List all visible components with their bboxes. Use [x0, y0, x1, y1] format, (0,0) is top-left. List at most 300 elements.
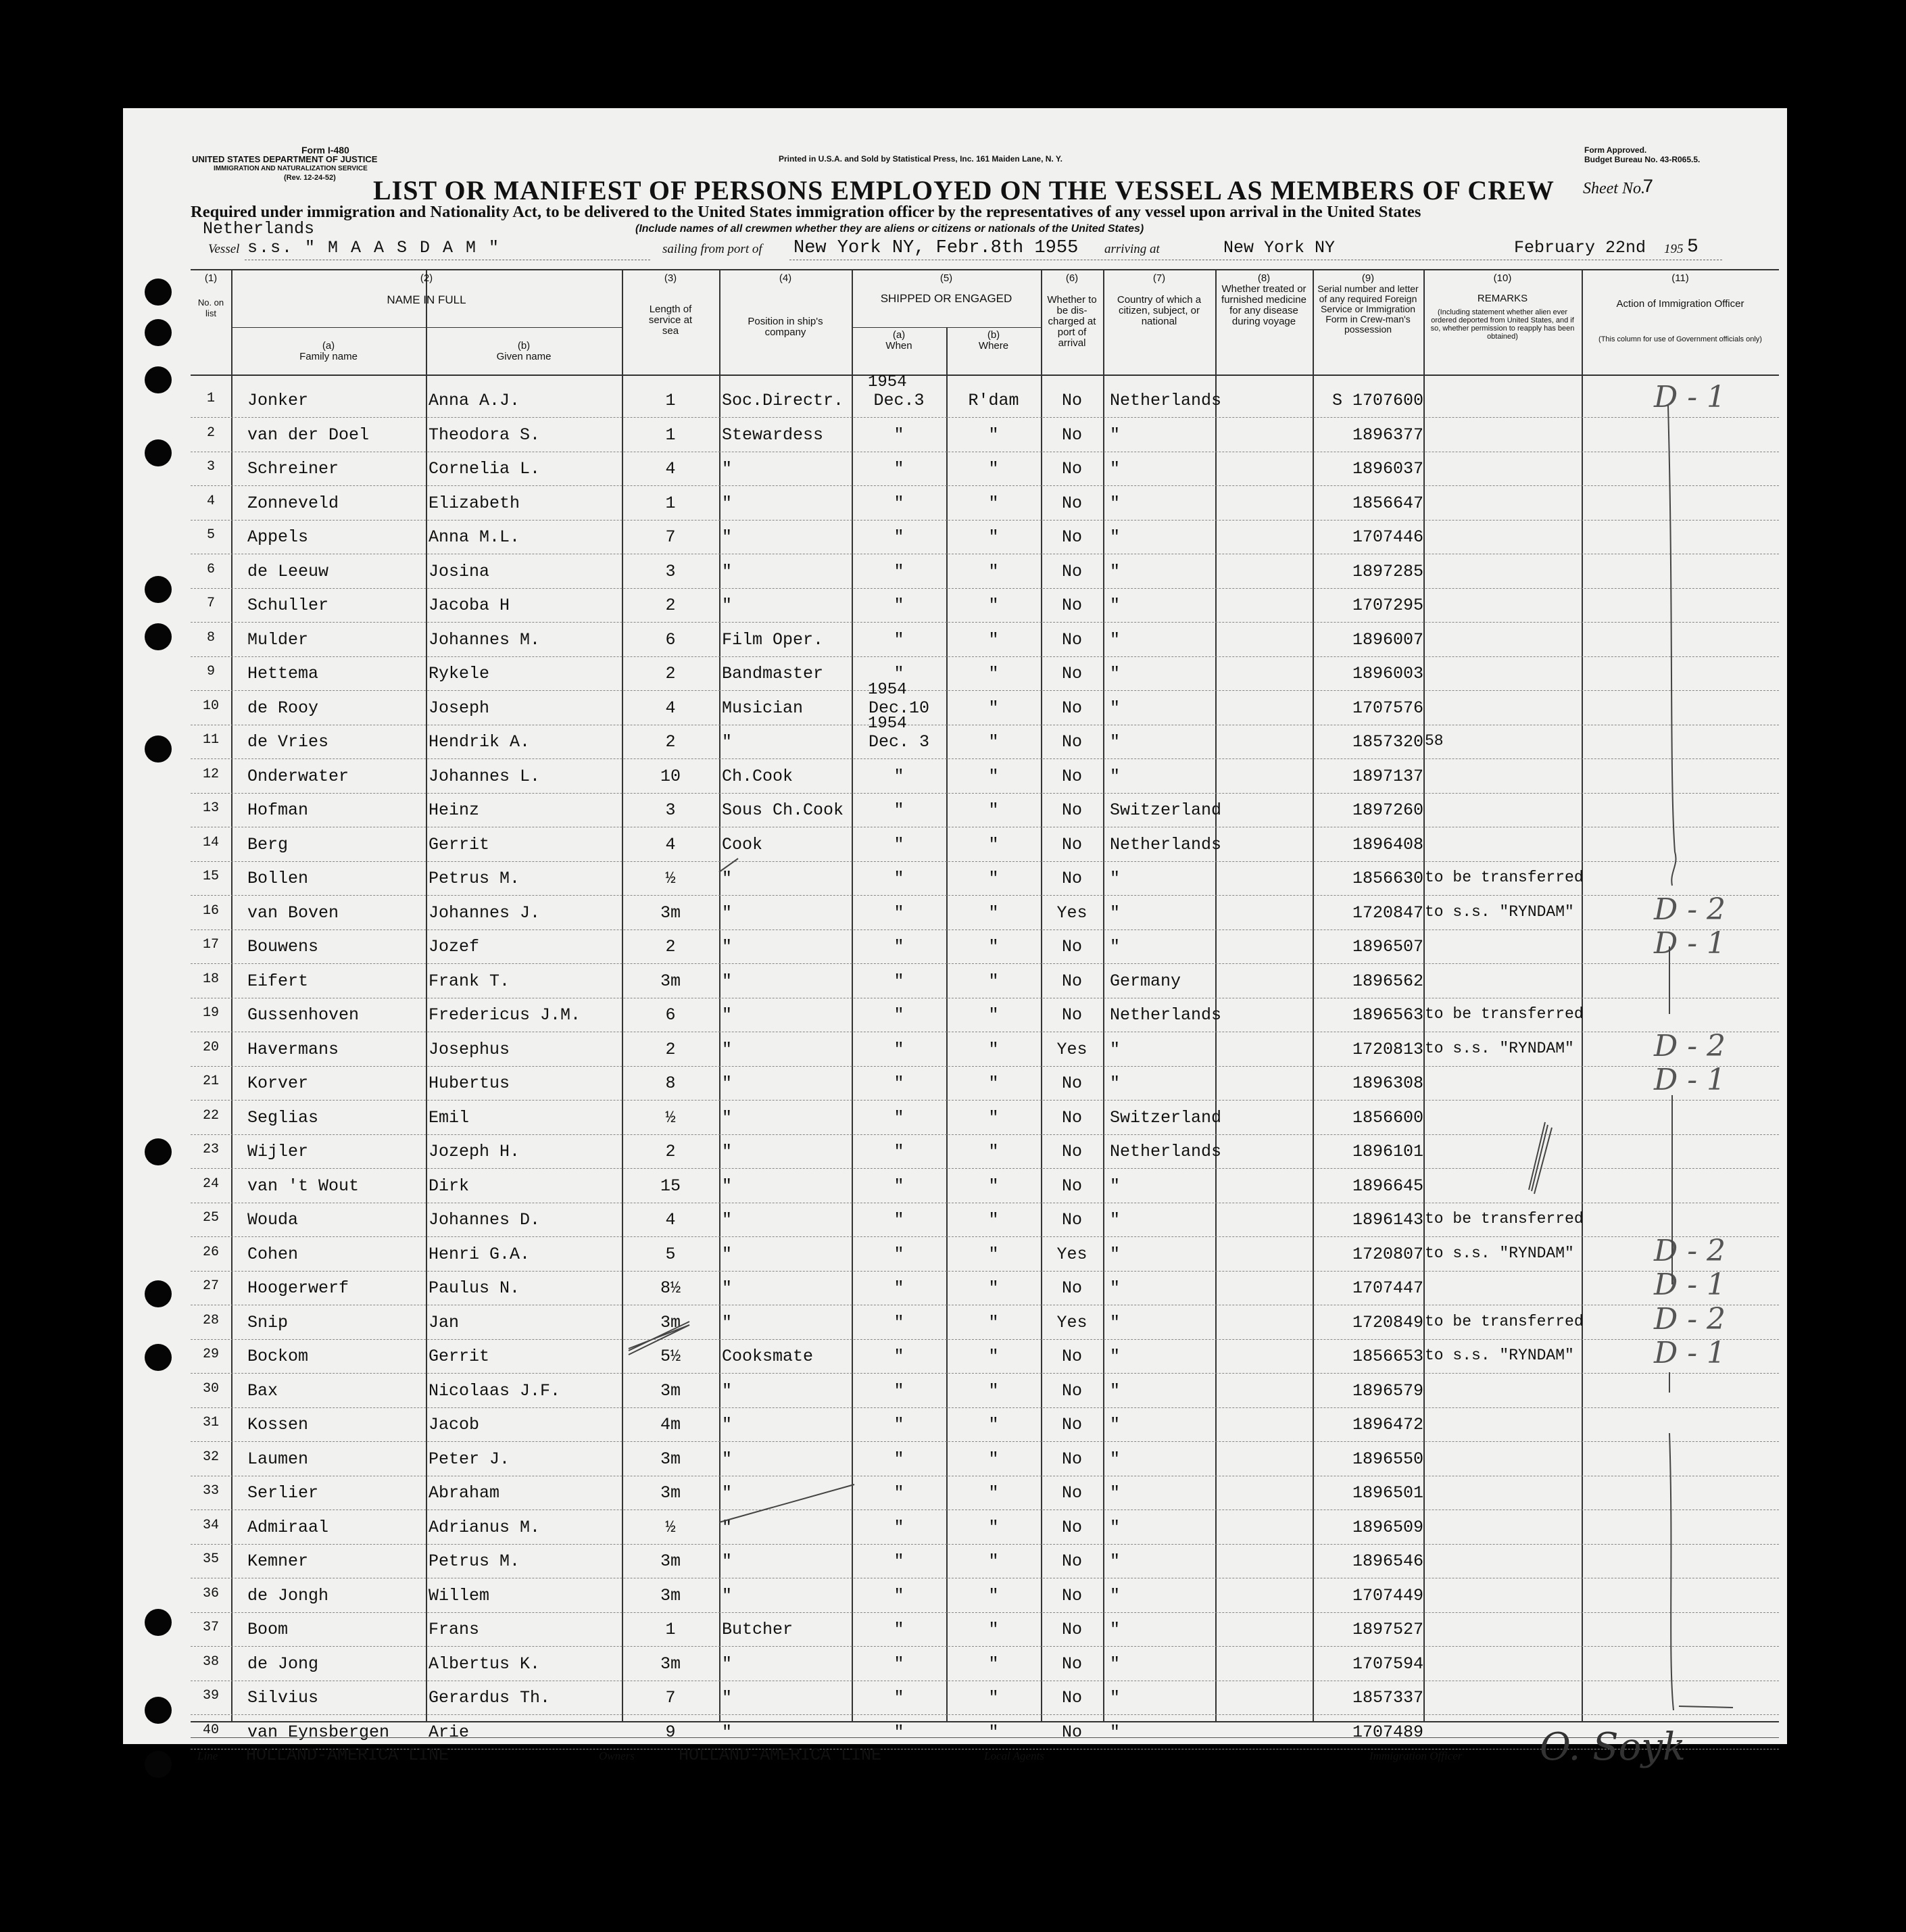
- sheet-label: Sheet No.: [1583, 180, 1645, 197]
- cell-given: Adrianus M.: [429, 1517, 541, 1537]
- cell-given: Henri G.A.: [429, 1244, 531, 1264]
- cell-country: ": [1110, 869, 1121, 888]
- cell-length: ½: [665, 869, 676, 888]
- department-name: UNITED STATES DEPARTMENT OF JUSTICE: [192, 154, 378, 164]
- cell-position: ": [722, 1483, 733, 1503]
- cell-action: D - 1: [1653, 1267, 1726, 1302]
- cell-serial: 1897260: [1352, 800, 1423, 820]
- cell-where: ": [988, 902, 999, 923]
- cell-no: 21: [202, 1073, 219, 1089]
- cell-where: ": [988, 1039, 999, 1059]
- cell-position: ": [722, 527, 733, 547]
- cell-given: Anna A.J.: [429, 391, 520, 410]
- cell-family: Snip: [247, 1312, 289, 1332]
- cell-no: 19: [202, 1005, 219, 1021]
- cell-length: 2: [665, 937, 676, 957]
- cell-serial: 1897137: [1352, 766, 1423, 786]
- cell-length: 7: [665, 1688, 676, 1708]
- cell-serial: 1707594: [1352, 1653, 1423, 1674]
- cell-serial: 1720813: [1352, 1039, 1423, 1059]
- cell-when: Dec.10: [868, 698, 929, 718]
- cell-serial: 1896003: [1352, 664, 1423, 683]
- cell-length: 6: [665, 1005, 676, 1025]
- cell-action: D - 1: [1653, 926, 1726, 961]
- cell-when: ": [894, 1176, 904, 1196]
- cell-disch: Yes: [1056, 1039, 1088, 1059]
- cell-where: ": [988, 937, 999, 957]
- cell-when: Dec. 3: [868, 732, 929, 752]
- cell-country: ": [1110, 1653, 1121, 1674]
- table-row: [191, 373, 1779, 418]
- cell-country: ": [1110, 596, 1121, 615]
- cell-no: 29: [202, 1347, 219, 1362]
- cell-country: Netherlands: [1110, 834, 1222, 854]
- cell-no: 5: [206, 527, 215, 543]
- cell-when: ": [894, 766, 904, 786]
- cell-no: 40: [202, 1722, 219, 1738]
- cell-length: 8: [665, 1073, 676, 1093]
- cell-length: 8½: [660, 1278, 681, 1298]
- table-row: [191, 623, 1779, 657]
- cell-remarks: to be transferred: [1425, 1005, 1584, 1023]
- col-given-name: Given name: [496, 351, 552, 362]
- cell-where: ": [988, 1107, 999, 1128]
- cell-where: ": [988, 971, 999, 991]
- cell-when: ": [894, 561, 904, 581]
- cell-serial: 1896509: [1352, 1517, 1423, 1537]
- cell-action: D - 2: [1653, 1028, 1726, 1063]
- cell-action: D - 1: [1653, 380, 1726, 414]
- cell-length: 1: [665, 493, 676, 513]
- cell-family: Gussenhoven: [247, 1005, 360, 1025]
- cell-length: 3: [665, 800, 676, 820]
- cell-serial: 1896408: [1352, 834, 1423, 854]
- cell-given: Hendrik A.: [429, 732, 531, 752]
- cell-length: 3: [665, 561, 676, 581]
- cell-where: ": [988, 732, 999, 752]
- cell-where: ": [988, 596, 999, 615]
- cell-given: Rykele: [429, 664, 490, 683]
- col-when: When: [885, 340, 912, 352]
- cell-disch: No: [1061, 698, 1082, 718]
- cell-where: ": [988, 1449, 999, 1469]
- cell-no: 12: [202, 766, 219, 782]
- punch-hole: [145, 319, 172, 346]
- col-country: Country of which a citizen, subject, or national: [1117, 294, 1202, 327]
- cell-family: Berg: [247, 834, 289, 854]
- table-row: [191, 794, 1779, 827]
- col-family-a: (a): [322, 340, 335, 352]
- punch-hole: [145, 1344, 172, 1371]
- cell-family: Boom: [247, 1620, 289, 1639]
- cell-given: Hubertus: [429, 1073, 510, 1093]
- cell-given: Heinz: [429, 800, 480, 820]
- cell-family: Wijler: [247, 1142, 309, 1161]
- col-11-number: (11): [1671, 272, 1689, 284]
- cell-where: ": [988, 1210, 999, 1230]
- cell-length: 2: [665, 1142, 676, 1161]
- cell-country: ": [1110, 1517, 1121, 1537]
- cell-disch: No: [1061, 391, 1082, 410]
- cell-family: Wouda: [247, 1210, 299, 1230]
- cell-no: 32: [202, 1449, 219, 1465]
- cell-country: ": [1110, 732, 1121, 752]
- cell-when: ": [894, 1551, 904, 1571]
- cell-disch: No: [1061, 732, 1082, 752]
- cell-length: 4: [665, 698, 676, 718]
- cell-position: ": [722, 1688, 733, 1708]
- cell-given: Cornelia L.: [429, 459, 541, 479]
- cell-position: ": [722, 1415, 733, 1434]
- col-position: Position in ship's company: [748, 316, 823, 338]
- cell-where: ": [988, 1483, 999, 1503]
- cell-given: Gerrit: [429, 1347, 490, 1366]
- cell-length: 5: [665, 1244, 676, 1264]
- cell-given: Johannes L.: [429, 766, 541, 786]
- agents-label: Local Agents: [984, 1749, 1044, 1762]
- cell-length: 15: [660, 1176, 681, 1196]
- table-row: [191, 998, 1779, 1032]
- cell-family: Hoogerwerf: [247, 1278, 349, 1298]
- cell-disch: No: [1061, 493, 1082, 513]
- cell-length: 3m: [660, 1312, 681, 1332]
- cell-serial: 1720847: [1352, 902, 1423, 923]
- cell-no: 23: [202, 1142, 219, 1157]
- cell-given: Josina: [429, 561, 490, 581]
- cell-position: ": [722, 1073, 733, 1093]
- cell-position: ": [722, 1107, 733, 1128]
- cell-family: de Jongh: [247, 1585, 329, 1605]
- cell-where: ": [988, 1517, 999, 1537]
- table-row: [191, 1443, 1779, 1476]
- cell-country: ": [1110, 527, 1121, 547]
- cell-when: ": [894, 1688, 904, 1708]
- cell-family: Bockom: [247, 1347, 309, 1366]
- cell-where: ": [988, 459, 999, 479]
- cell-no: 10: [202, 698, 219, 714]
- cell-disch: No: [1061, 1585, 1082, 1605]
- requirement-text: Required under immigration and Nationality Act, to be delivered to the United States immigration officer by the representatives of any vessel upon arrival in the United States: [191, 203, 1421, 221]
- col-6-number: (6): [1065, 272, 1079, 284]
- cell-disch: No: [1061, 800, 1082, 820]
- col-action-note: (This column for use of Government officials only): [1598, 335, 1762, 343]
- col-2-number: (2): [420, 272, 433, 284]
- cell-when: ": [894, 493, 904, 513]
- cell-disch: No: [1061, 1176, 1082, 1196]
- cell-given: Johannes J.: [429, 902, 541, 923]
- col-shipped: SHIPPED OR ENGAGED: [880, 292, 1012, 305]
- table-row: [191, 657, 1779, 691]
- cell-given: Anna M.L.: [429, 527, 520, 547]
- cell-when: ": [894, 1380, 904, 1401]
- cell-disch: No: [1061, 527, 1082, 547]
- cell-family: Serlier: [247, 1483, 319, 1503]
- cell-disch: No: [1061, 1005, 1082, 1025]
- cell-position: ": [722, 1585, 733, 1605]
- cell-no: 25: [202, 1210, 219, 1226]
- cell-when: ": [894, 834, 904, 854]
- cell-serial: 1856630: [1352, 869, 1423, 888]
- col-remarks-note: (Including statement whether alien ever ordered deported from United States, and if so, whether permission to reapply has been obtained): [1430, 308, 1575, 341]
- col-where: Where: [978, 340, 1009, 352]
- cell-action: D - 2: [1653, 892, 1726, 927]
- owners-value: HOLLAND-AMERICA LINE: [679, 1745, 882, 1765]
- table-row: [191, 680, 1779, 725]
- cell-serial: 1856653: [1352, 1347, 1423, 1366]
- punch-hole: [145, 439, 172, 466]
- cell-given: Johannes D.: [429, 1210, 541, 1230]
- cell-given: Jozef: [429, 937, 480, 957]
- cell-when: ": [894, 1653, 904, 1674]
- cell-country: ": [1110, 1278, 1121, 1298]
- cell-position: ": [722, 869, 733, 888]
- cell-disch: No: [1061, 1653, 1082, 1674]
- cell-length: 2: [665, 664, 676, 683]
- table-row: [191, 1476, 1779, 1510]
- cell-no: 7: [206, 596, 215, 611]
- table-row: [191, 862, 1779, 896]
- cell-where: ": [988, 1176, 999, 1196]
- cell-position: ": [722, 1449, 733, 1469]
- cell-where: ": [988, 1312, 999, 1332]
- cell-serial: 1896308: [1352, 1073, 1423, 1093]
- cell-length: 3m: [660, 1380, 681, 1401]
- sheet-number: 7: [1642, 177, 1654, 198]
- cell-no: 38: [202, 1653, 219, 1670]
- cell-no: 26: [202, 1244, 219, 1260]
- cell-when: ": [894, 1312, 904, 1332]
- cell-where: ": [988, 766, 999, 786]
- col-family-name: Family name: [299, 351, 358, 362]
- cell-where: ": [988, 1005, 999, 1025]
- page-title: LIST OR MANIFEST OF PERSONS EMPLOYED ON THE VESSEL AS MEMBERS OF CREW: [373, 175, 1555, 206]
- col-9-number: (9): [1361, 272, 1375, 284]
- table-row: [191, 926, 1779, 964]
- cell-position: ": [722, 561, 733, 581]
- cell-family: Appels: [247, 527, 309, 547]
- cell-when: ": [894, 971, 904, 991]
- arrival-date: February 22nd: [1514, 238, 1646, 258]
- col-1-number: (1): [204, 272, 218, 284]
- table-row: [191, 715, 1779, 759]
- cell-given: Jan: [429, 1312, 460, 1332]
- cell-where: ": [988, 664, 999, 683]
- cell-length: 4: [665, 1210, 676, 1230]
- cell-length: 1: [665, 391, 676, 410]
- cell-length: ½: [665, 1107, 676, 1128]
- cell-no: 2: [206, 425, 215, 441]
- cell-remarks: to s.s. "RYNDAM": [1425, 1039, 1574, 1057]
- cell-country: Netherlands: [1110, 1005, 1222, 1025]
- cell-where: ": [988, 1380, 999, 1401]
- cell-remarks: to be transferred: [1425, 1312, 1584, 1330]
- cell-length: 10: [660, 766, 681, 786]
- cell-where: ": [988, 1688, 999, 1708]
- cell-family: de Jong: [247, 1653, 319, 1674]
- cell-when: ": [894, 1244, 904, 1264]
- cell-serial: 1896546: [1352, 1551, 1423, 1571]
- cell-given: Fredericus J.M.: [429, 1005, 581, 1025]
- table-row: [191, 1545, 1779, 1578]
- cell-length: 2: [665, 1039, 676, 1059]
- cell-length: 4m: [660, 1415, 681, 1434]
- sailing-label: sailing from port of: [662, 242, 762, 256]
- cell-family: Jonker: [247, 391, 309, 410]
- cell-when: ": [894, 937, 904, 957]
- cell-given: Josephus: [429, 1039, 510, 1059]
- cell-country: ": [1110, 902, 1121, 923]
- cell-where: ": [988, 1073, 999, 1093]
- cell-position: ": [722, 732, 733, 752]
- col-remarks: REMARKS: [1477, 293, 1528, 304]
- cell-length: 1: [665, 425, 676, 445]
- table-row: [191, 892, 1779, 930]
- cell-country: ": [1110, 1347, 1121, 1366]
- cell-no: 14: [202, 834, 219, 850]
- cell-given: Dirk: [429, 1176, 470, 1196]
- cell-when: ": [894, 629, 904, 650]
- cell-disch: No: [1061, 1415, 1082, 1434]
- cell-country: Netherlands: [1110, 1142, 1222, 1161]
- table-row: [191, 965, 1779, 998]
- cell-given: Theodora S.: [429, 425, 541, 445]
- cell-disch: Yes: [1056, 902, 1088, 923]
- cell-position: ": [722, 1005, 733, 1025]
- cell-where: ": [988, 869, 999, 888]
- cell-position: ": [722, 459, 733, 479]
- cell-length: 3m: [660, 902, 681, 923]
- cell-position: ": [722, 937, 733, 957]
- cell-given: Jozeph H.: [429, 1142, 520, 1161]
- cell-position: Soc.Directr.: [722, 391, 844, 410]
- cell-no: 39: [202, 1688, 219, 1704]
- cell-length: 3m: [660, 971, 681, 991]
- cell-where: ": [988, 527, 999, 547]
- cell-action: D - 1: [1653, 1063, 1726, 1097]
- table-row: [191, 1028, 1779, 1067]
- cell-disch: No: [1061, 1210, 1082, 1230]
- arriving-port: New York NY: [1223, 238, 1336, 258]
- cell-length: 3m: [660, 1585, 681, 1605]
- col-where-b: (b): [987, 329, 1000, 341]
- cell-country: ": [1110, 1210, 1121, 1230]
- cell-family: Hofman: [247, 800, 309, 820]
- cell-serial: 1896550: [1352, 1449, 1423, 1469]
- cell-serial: 1896472: [1352, 1415, 1423, 1434]
- col-8-number: (8): [1257, 272, 1271, 284]
- cell-disch: No: [1061, 1347, 1082, 1366]
- cell-when: ": [894, 1585, 904, 1605]
- cell-country: ": [1110, 425, 1121, 445]
- table-row: [191, 418, 1779, 452]
- cell-country: ": [1110, 1176, 1121, 1196]
- cell-country: ": [1110, 1585, 1121, 1605]
- cell-no: 4: [206, 493, 215, 509]
- cell-where: ": [988, 629, 999, 650]
- cell-serial: 1896377: [1352, 425, 1423, 445]
- cell-no: 11: [202, 732, 219, 748]
- officer-label: Immigration Officer: [1369, 1749, 1463, 1762]
- cell-where: ": [988, 561, 999, 581]
- col-given-b: (b): [517, 340, 531, 352]
- cell-disch: No: [1061, 971, 1082, 991]
- service-name: IMMIGRATION AND NATURALIZATION SERVICE: [214, 165, 368, 172]
- cell-country: ": [1110, 561, 1121, 581]
- cell-given: Petrus M.: [429, 869, 520, 888]
- cell-when: ": [894, 869, 904, 888]
- cell-country: ": [1110, 937, 1121, 957]
- table-row: [191, 589, 1779, 623]
- punch-hole: [145, 1280, 172, 1307]
- col-serial: Serial number and letter of any required Foreign Service or Immigration Form in Crew-man's possession: [1317, 283, 1419, 335]
- cell-family: van der Doel: [247, 425, 370, 445]
- cell-family: Bollen: [247, 869, 309, 888]
- cell-family: van Boven: [247, 902, 339, 923]
- line-value: HOLLAND-AMERICA LINE: [246, 1745, 449, 1765]
- table-row: [191, 1169, 1779, 1203]
- cell-when: ": [894, 1415, 904, 1434]
- cell-when-year: 1954: [868, 680, 907, 699]
- cell-position: ": [722, 1551, 733, 1571]
- cell-position: ": [722, 1380, 733, 1401]
- cell-position: ": [722, 1517, 733, 1537]
- cell-given: Petrus M.: [429, 1551, 520, 1571]
- cell-serial: 1896563: [1352, 1005, 1423, 1025]
- cell-position: ": [722, 493, 733, 513]
- form-number: Form I-480: [301, 145, 349, 155]
- cell-remarks: 58: [1425, 732, 1444, 750]
- cell-serial: 1896579: [1352, 1380, 1423, 1401]
- cell-country: ": [1110, 1415, 1121, 1434]
- table-row: [191, 1613, 1779, 1647]
- cell-remarks: to s.s. "RYNDAM": [1425, 1347, 1574, 1364]
- cell-no: 24: [202, 1176, 219, 1192]
- cell-when: ": [894, 1005, 904, 1025]
- cell-when: ": [894, 1517, 904, 1537]
- cell-no: 9: [206, 664, 215, 679]
- revision-date: (Rev. 12-24-52): [284, 174, 336, 182]
- cell-disch: No: [1061, 596, 1082, 615]
- cell-when: ": [894, 664, 904, 683]
- cell-serial: 1896007: [1352, 629, 1423, 650]
- cell-no: 15: [202, 869, 219, 884]
- cell-serial: 1896143: [1352, 1210, 1423, 1230]
- cell-given: Frank T.: [429, 971, 510, 991]
- table-row: [191, 760, 1779, 794]
- col-10-number: (10): [1493, 272, 1512, 284]
- cell-where: ": [988, 1347, 999, 1366]
- cell-no: 37: [202, 1620, 219, 1635]
- cell-where: ": [988, 1585, 999, 1605]
- cell-when: ": [894, 527, 904, 547]
- cell-no: 33: [202, 1483, 219, 1499]
- cell-serial: 1856647: [1352, 493, 1423, 513]
- cell-given: Gerardus Th.: [429, 1688, 551, 1708]
- cell-serial: 1707449: [1352, 1585, 1423, 1605]
- cell-family: Kemner: [247, 1551, 309, 1571]
- cell-serial: 1896645: [1352, 1176, 1423, 1196]
- col-length: Length of service at sea: [648, 304, 693, 337]
- cell-position: Cooksmate: [722, 1347, 814, 1366]
- table-row: [191, 1233, 1779, 1272]
- cell-family: Seglias: [247, 1107, 319, 1128]
- cell-serial: 1720807: [1352, 1244, 1423, 1264]
- arriving-label: arriving at: [1104, 242, 1160, 256]
- cell-country: ": [1110, 629, 1121, 650]
- cell-family: Bax: [247, 1380, 278, 1401]
- cell-when: ": [894, 1278, 904, 1298]
- cell-disch: No: [1061, 1380, 1082, 1401]
